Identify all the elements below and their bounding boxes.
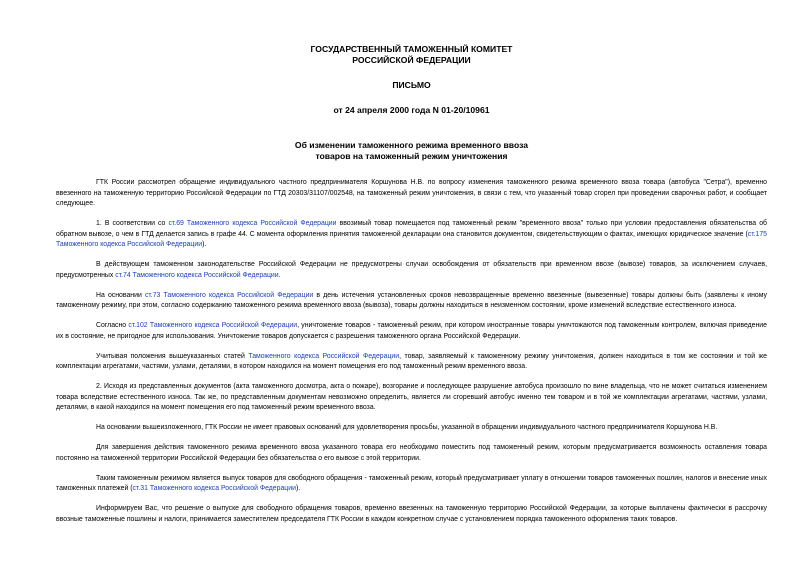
paragraph-10 [56, 474, 767, 495]
link-article-73[interactable]: ст.73 Таможенного кодекса Российской Федерации [144, 291, 314, 299]
document-type: ПИСЬМО [392, 80, 431, 90]
title-line-1: Об изменении таможенного режима временного ввоза [294, 140, 529, 150]
paragraph-1: ГТК России рассмотрел обращение индивидуального частного предпринимателя Коршунова Н.В. по вопросу изменения таможенного режима временного ввоза товара (автобуса "Сетра"), временно ввезенного на таможенную территорию Российской Федерации по ГТД 20303/31107/002548, на таможенный режим уничтожения, в связи с тем, что указанный товар сгорел при проведении сварочных работ, и сообщает следующее. [56, 179, 767, 208]
paragraph-2 [56, 219, 767, 251]
paragraph-11: Информируем Вас, что решение о выпуске для свободного обращения товаров, временно ввезенных на таможенную территорию Российской Федерации, за которые выплачены фактически в рассрочку ввозные таможенные пошлины и налоги, принимается заместителем председателя ГТК России в каждом конкретном случае с установлением порядка таможенного оформления таких товаров. [56, 505, 767, 523]
paragraph-6-text-a: Учитывая положения вышеуказанных статей [96, 352, 249, 360]
paragraph-10-text-b: ). [295, 485, 301, 493]
title-line-2: товаров на таможенный режим уничтожения [315, 150, 508, 161]
paragraph-2-text-b: ввозимый товар помещается под таможенный режим "временного ввоза" только при условии предоставления обязательства об обратном вывозе, о чем в ГТД делается запись в графе 44. С момента оформления принятия таможенной декларации она становится документом, свидетельствующим о фактах, имеющих юридическое значение ( [56, 220, 767, 238]
link-customs-code[interactable]: Таможенного кодекса Российской Федерации [248, 352, 400, 360]
paragraph-2-text-c: ). [202, 241, 207, 249]
paragraph-5 [56, 321, 767, 342]
link-article-175[interactable]: ст.175 Таможенного кодекса Российской Федерации [56, 230, 767, 249]
paragraph-6-text-b: , товар, заявляемый к таможенному режиму уничтожения, должен находиться в том же состоянии и той же комплектации агрегатами, частями, узлами, деталями, в котором находился на момент помещения его под таможенный режим временного ввоза. [56, 352, 767, 371]
document-body [56, 178, 767, 525]
paragraph-5-text-a: Согласно [96, 322, 129, 330]
paragraph-10-text-a: Таким таможенным режимом является выпуск товаров для свободного обращения - таможенный режим, который предусматривает уплату в отношении товаров таможенных пошлин, налогов и внесение иных таможенных платежей ( [56, 474, 767, 493]
link-article-102[interactable]: ст.102 Таможенного кодекса Российской Федерации [128, 322, 298, 330]
paragraph-4-text-a: На основании [96, 291, 145, 299]
link-article-74[interactable]: ст.74 Таможенного кодекса Российской Федерации [115, 271, 279, 279]
paragraph-2-text-a: 1. В соответствии со [96, 220, 169, 228]
document-number: от 24 апреля 2000 года N 01-20/10961 [333, 104, 490, 115]
authority-line-1: ГОСУДАРСТВЕННЫЙ ТАМОЖЕННЫЙ КОМИТЕТ [310, 44, 513, 54]
paragraph-3-text-a: В действующем таможенном законодательстве Российской Федерации не предусмотрены случаи освобождения от обязательств при временном ввозе (вывозе) товаров, за исключением случаев, предусмотренных [56, 261, 767, 279]
link-article-31[interactable]: ст.31 Таможенного кодекса Российской Федерации [132, 485, 296, 493]
paragraph-8: На основании вышеизложенного, ГТК России не имеет правовых оснований для удовлетворения просьбы, указанной в обращении индивидуального частного предпринимателя Коршунова Н.В. [96, 424, 718, 432]
issuing-authority [56, 0, 767, 65]
paragraph-5-text-b: , уничтожение товаров - таможенный режим, при котором иностранные товары уничтожаются под таможенным контролем, включая приведение их в состояние, не пригодное для использования. Уничтожение товаров допускается с разрешения таможенного органа Российской Федерации. [56, 322, 767, 340]
paragraph-3-text-b: . [278, 271, 281, 279]
link-article-69[interactable]: ст.69 Таможенного кодекса Российской Федерации [168, 220, 337, 228]
paragraph-9: Для завершения действия таможенного режима временного ввоза указанного товара его необходимо поместить под таможенный режим, которым предусматривается возможность оставления товара постоянно на таможенной территории Российской Федерации без обязательства о его вывозе с этой территории. [56, 444, 767, 462]
authority-line-2: РОССИЙСКОЙ ФЕДЕРАЦИИ [352, 54, 471, 65]
paragraph-4 [56, 291, 767, 312]
paragraph-6 [56, 352, 767, 373]
paragraph-7: 2. Исходя из представленных документов (акта таможенного досмотра, акта о пожаре), возгорание и последующее разрушение автобуса произошло по вине владельца, что не может считаться изменением товара вследствие естественного износа. Так же, по представленным документам невозможно определить, является ли сгоревший автобус именно тем товаром и в той же комплектации агрегатами, частями, узлами, деталями, в какой находился на момент помещения его под таможенный режим временного ввоза. [56, 383, 767, 412]
document-title [56, 140, 767, 161]
paragraph-4-text-b: в день истечения установленных сроков невозвращенные временно ввезенные (вывезенные) товары должны быть (заявлены к иному таможенному режиму, при этом, согласно содержанию таможенного режима временного ввоза (вывоза), товары должны находиться в неизменном состоянии, кроме изменений вследствие естественного износа. [56, 291, 767, 310]
paragraph-3 [56, 260, 767, 281]
